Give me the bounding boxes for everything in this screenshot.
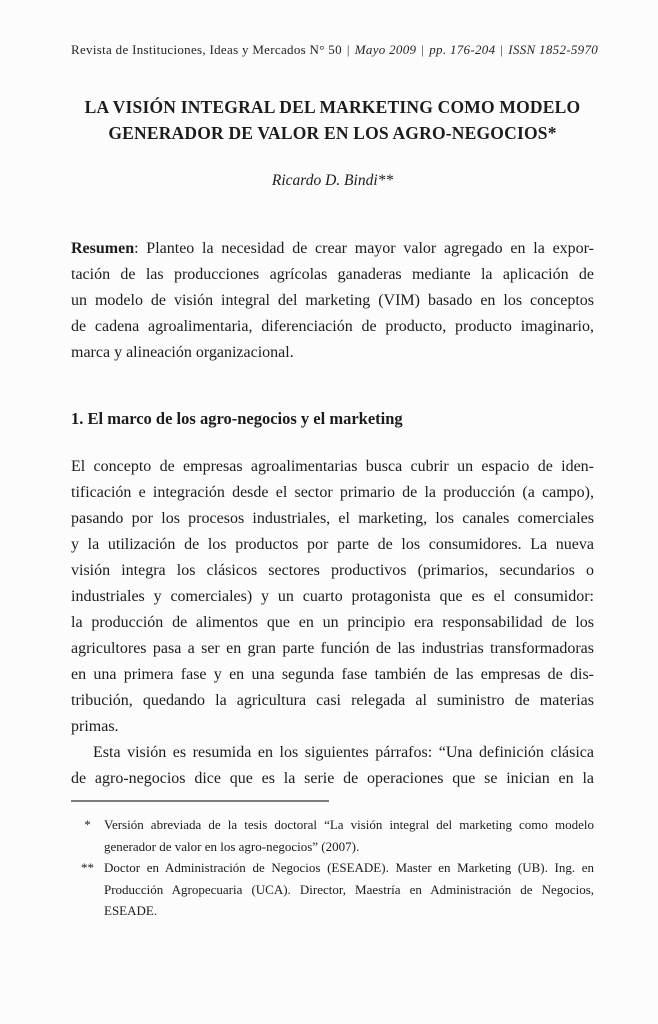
- body-line: en una primera fase y en una segunda fase también de las empresas de dis-: [71, 666, 594, 683]
- header-separator: |: [500, 42, 504, 57]
- footnote-1: [71, 814, 594, 857]
- footnote-line: generador de valor en los agro-negocios” (2007).: [104, 838, 360, 854]
- body-line: El concepto de empresas agroalimentarias busca cubrir un espacio de iden-: [71, 458, 594, 475]
- journal-issn: ISSN 1852-5970: [508, 42, 599, 57]
- abstract-line: marca y alineación organizacional.: [71, 344, 294, 361]
- footnote-line: Doctor en Administración de Negocios (ESEADE). Master en Marketing (UB). Ing. en: [104, 860, 594, 875]
- abstract-line: de cadena agroalimentaria, diferenciación de producto, producto imaginario,: [71, 318, 594, 335]
- footnote-marker: **: [81, 860, 94, 875]
- journal-pages: pp. 176-204: [429, 42, 496, 57]
- body-line: industriales y comerciales) y un cuarto protagonista que es el consumidor:: [71, 588, 594, 605]
- header-separator: |: [421, 42, 425, 57]
- footnote-text: [104, 814, 594, 857]
- footnote-line: Producción Agropecuaria (UCA). Director, Maestría en Administración de Negocios, ESEADE.: [104, 881, 594, 918]
- abstract-paragraph: [71, 236, 594, 366]
- abstract-line1-rest: : Planteo la necesidad de crear mayor valor agregado en la expor-: [134, 240, 594, 257]
- journal-header: [71, 42, 599, 58]
- body-line: Esta visión es resumida en los siguientes párrafos: “Una definición clásica: [93, 744, 594, 761]
- journal-title: Revista de Instituciones, Ideas y Mercados N° 50: [71, 42, 342, 57]
- journal-issue-date: Mayo 2009: [354, 42, 417, 57]
- page-content: [0, 42, 658, 922]
- article-title: [71, 94, 594, 146]
- article-title-line1: LA VISIÓN INTEGRAL DEL MARKETING COMO MODELO: [84, 97, 581, 117]
- footnotes: [71, 814, 594, 922]
- article-title-line2: GENERADOR DE VALOR EN LOS AGRO-NEGOCIOS*: [108, 123, 557, 143]
- body-paragraph-1: [71, 454, 594, 740]
- footnote-line: Versión abreviada de la tesis doctoral “La visión integral del marketing como modelo: [104, 817, 594, 832]
- section-heading: 1. El marco de los agro-negocios y el marketing: [71, 409, 403, 428]
- body-line: la producción de alimentos que en un principio era responsabilidad de los: [71, 614, 594, 631]
- body-line: pasando por los procesos industriales, el marketing, los canales comerciales: [71, 510, 594, 527]
- abstract-line: tación de las producciones agrícolas ganaderas mediante la aplicación de: [71, 266, 594, 283]
- body-line: de agro-negocios dice que es la serie de operaciones que se inician en la: [71, 770, 594, 787]
- body-line: visión integra los clásicos sectores productivos (primarios, secundarios o: [71, 562, 594, 579]
- abstract-line: [71, 236, 594, 262]
- body-line: primas.: [71, 718, 119, 735]
- author-name: Ricardo D. Bindi**: [271, 172, 394, 189]
- footnote-divider: [71, 800, 329, 802]
- body-line: tificación e integración desde el sector primario de la producción (a campo),: [71, 484, 594, 501]
- abstract-label: Resumen: [71, 240, 135, 257]
- footnote-text: [104, 857, 594, 922]
- body-line: y la utilización de los productos por parte de los consumidores. La nueva: [71, 536, 594, 553]
- body-line: agricultores pasa a ser en gran parte función de las industrias transformadoras: [71, 640, 594, 657]
- footnote-marker: *: [84, 817, 91, 832]
- body-line: tribución, quedando la agricultura casi relegada al suministro de materias: [71, 692, 594, 709]
- header-separator: |: [346, 42, 350, 57]
- body-paragraph-2: [71, 740, 594, 792]
- footnote-2: [71, 857, 594, 922]
- abstract-line: un modelo de visión integral del marketing (VIM) basado en los conceptos: [71, 292, 594, 309]
